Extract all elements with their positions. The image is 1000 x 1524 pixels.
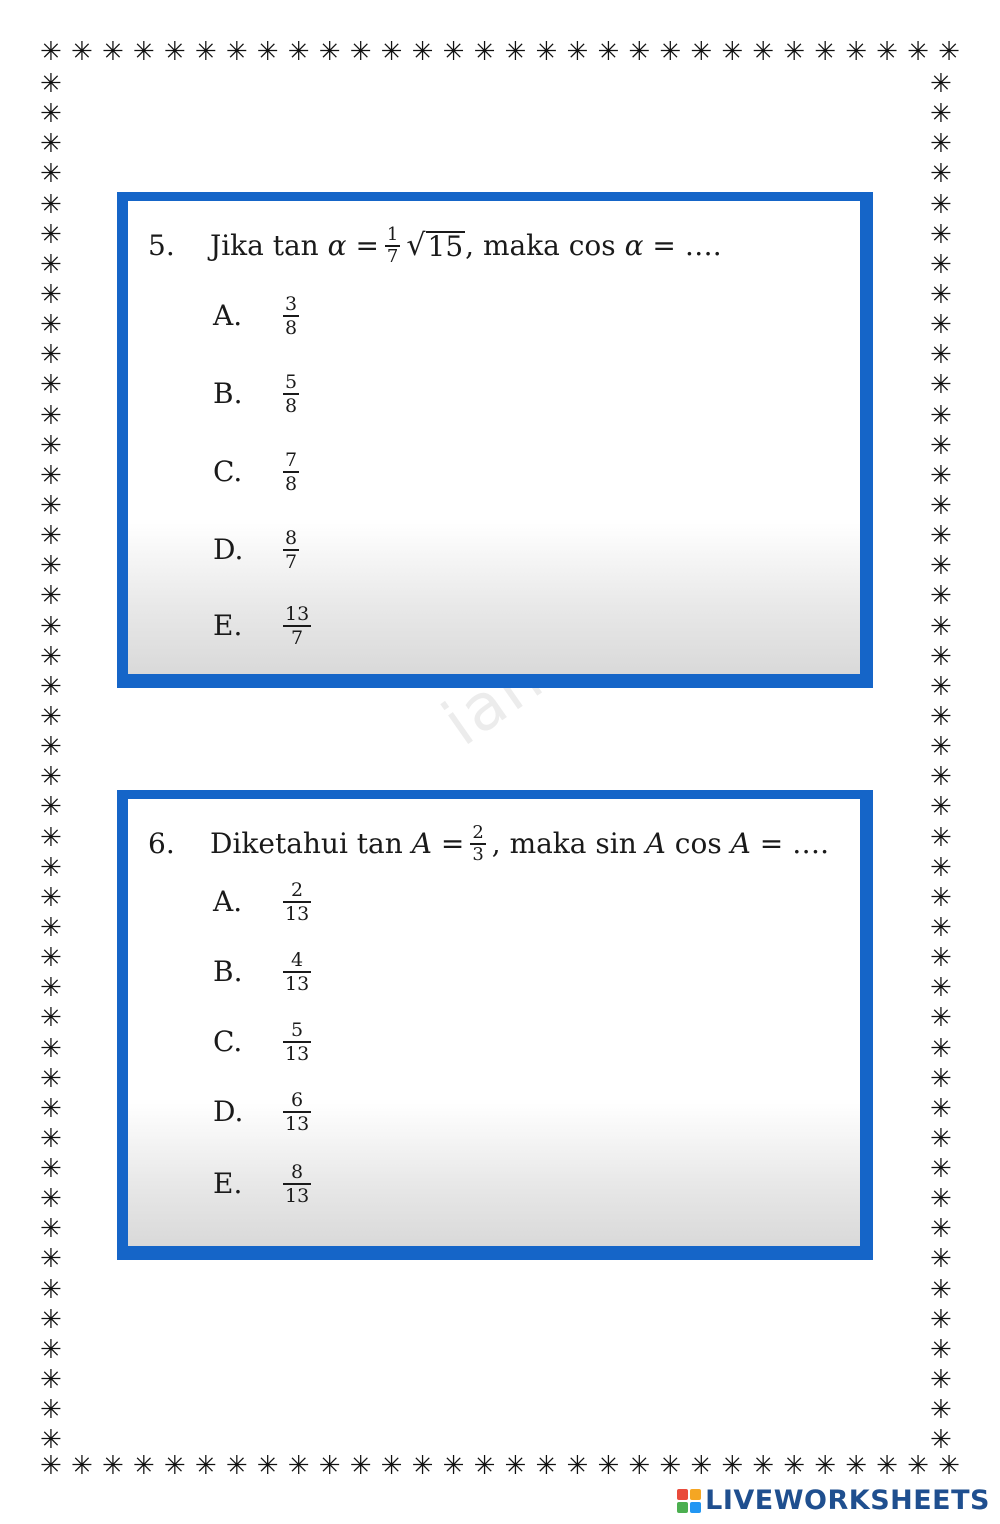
- option-label: E.: [213, 1167, 243, 1201]
- math-variable: A: [730, 827, 751, 861]
- option-label: C.: [213, 455, 243, 489]
- answer-option[interactable]: [213, 527, 305, 573]
- star-icon: ✳: [40, 159, 62, 190]
- star-icon: ✳: [256, 37, 279, 67]
- star-icon: ✳: [40, 1033, 62, 1064]
- star-icon: ✳: [411, 1451, 434, 1481]
- star-icon: ✳: [40, 430, 62, 461]
- question-mid: , maka sin: [491, 827, 637, 861]
- star-icon: ✳: [40, 219, 62, 250]
- star-icon: ✳: [930, 1304, 952, 1335]
- star-icon: ✳: [930, 551, 952, 582]
- option-label: B.: [213, 955, 243, 989]
- star-icon: ✳: [628, 37, 651, 67]
- star-icon: ✳: [40, 943, 62, 974]
- star-icon: ✳: [101, 37, 124, 67]
- star-icon: ✳: [721, 37, 744, 67]
- math-variable: α: [624, 229, 644, 263]
- star-icon: ✳: [40, 641, 62, 672]
- option-fraction: [283, 603, 311, 649]
- star-icon: ✳: [930, 1425, 952, 1456]
- star-icon: ✳: [225, 37, 248, 67]
- star-icon: ✳: [930, 279, 952, 310]
- star-icon: ✳: [938, 1451, 960, 1481]
- option-label: D.: [213, 1095, 244, 1129]
- star-icon: ✳: [690, 37, 713, 67]
- star-icon: ✳: [535, 1451, 558, 1481]
- star-icon: ✳: [930, 792, 952, 823]
- star-icon: ✳: [930, 973, 952, 1004]
- numerator: 6: [291, 1089, 304, 1111]
- math-variable: A: [411, 827, 432, 861]
- star-icon: ✳: [814, 1451, 837, 1481]
- math-variable: A: [645, 827, 666, 861]
- liveworksheets-icon: [677, 1489, 701, 1513]
- star-icon: ✳: [930, 762, 952, 793]
- star-icon: ✳: [930, 1395, 952, 1426]
- option-fraction: [283, 1089, 311, 1135]
- star-icon: ✳: [628, 1451, 651, 1481]
- star-icon: ✳: [40, 822, 62, 853]
- star-icon: ✳: [40, 1425, 62, 1456]
- numerator: 13: [285, 603, 310, 625]
- question-mid: , maka cos: [465, 229, 616, 263]
- star-icon: ✳: [194, 1451, 217, 1481]
- star-icon: ✳: [225, 1451, 248, 1481]
- star-icon: ✳: [163, 1451, 186, 1481]
- option-label: C.: [213, 1025, 243, 1059]
- math-variable: α: [327, 229, 347, 263]
- numerator: 3: [285, 293, 298, 315]
- star-icon: ✳: [40, 37, 62, 67]
- star-icon: ✳: [411, 37, 434, 67]
- star-icon: ✳: [845, 1451, 867, 1481]
- star-icon: ✳: [930, 159, 952, 190]
- star-icon: ✳: [70, 1451, 93, 1481]
- star-icon: ✳: [930, 581, 952, 612]
- star-icon: ✳: [930, 99, 952, 130]
- star-icon: ✳: [659, 37, 682, 67]
- star-icon: ✳: [930, 69, 952, 99]
- star-icon: ✳: [930, 1365, 952, 1396]
- star-icon: ✳: [930, 490, 952, 521]
- star-icon: ✳: [930, 1154, 952, 1185]
- star-icon: ✳: [194, 37, 217, 67]
- square-root: [406, 227, 465, 263]
- denominator: 3: [472, 843, 484, 865]
- star-icon: ✳: [40, 611, 62, 642]
- star-icon: ✳: [930, 1184, 952, 1215]
- star-icon: ✳: [504, 37, 527, 67]
- logo-square: [677, 1489, 688, 1500]
- equals-sign: =: [440, 827, 465, 861]
- numerator: 8: [285, 527, 298, 549]
- brand-logo[interactable]: [677, 1485, 990, 1516]
- star-icon: ✳: [930, 1274, 952, 1305]
- question-5-text: [148, 225, 722, 267]
- denominator: 13: [285, 1112, 310, 1135]
- star-icon: ✳: [40, 1365, 62, 1396]
- star-icon: ✳: [930, 249, 952, 280]
- star-icon: ✳: [721, 1451, 744, 1481]
- star-icon: ✳: [40, 1244, 62, 1275]
- star-icon: ✳: [930, 1033, 952, 1064]
- star-icon: ✳: [163, 37, 186, 67]
- star-icon: ✳: [40, 1184, 62, 1215]
- star-icon: ✳: [40, 189, 62, 220]
- star-icon: ✳: [930, 611, 952, 642]
- star-icon: ✳: [40, 129, 62, 160]
- star-icon: ✳: [40, 400, 62, 431]
- star-icon: ✳: [566, 1451, 589, 1481]
- star-icon: ✳: [40, 1003, 62, 1034]
- star-icon: ✳: [40, 279, 62, 310]
- star-icon: ✳: [930, 430, 952, 461]
- star-icon: ✳: [40, 762, 62, 793]
- star-icon: ✳: [783, 1451, 806, 1481]
- option-fraction: [283, 879, 311, 925]
- star-icon: ✳: [504, 1451, 527, 1481]
- star-icon: ✳: [930, 1003, 952, 1034]
- star-icon: ✳: [349, 37, 372, 67]
- denominator: 7: [285, 550, 298, 573]
- star-icon: ✳: [442, 1451, 465, 1481]
- star-icon: ✳: [40, 581, 62, 612]
- denominator: 13: [285, 972, 310, 995]
- option-fraction: [283, 293, 299, 339]
- option-fraction: [283, 449, 299, 495]
- answer-option[interactable]: [213, 293, 305, 339]
- star-icon: ✳: [40, 551, 62, 582]
- star-icon: ✳: [930, 219, 952, 250]
- denominator: 7: [291, 626, 304, 649]
- star-icon: ✳: [690, 1451, 713, 1481]
- fraction: [385, 225, 400, 267]
- denominator: 13: [285, 1184, 310, 1207]
- star-icon: ✳: [70, 37, 93, 67]
- star-icon: ✳: [40, 1123, 62, 1154]
- numerator: 4: [291, 949, 304, 971]
- answer-option[interactable]: [213, 949, 317, 995]
- option-label: B.: [213, 377, 243, 411]
- star-icon: ✳: [535, 37, 558, 67]
- star-icon: ✳: [40, 310, 62, 341]
- star-icon: ✳: [287, 37, 310, 67]
- star-icon: ✳: [473, 37, 496, 67]
- denominator: 7: [386, 245, 399, 267]
- denominator: 13: [285, 902, 310, 925]
- star-icon: ✳: [40, 521, 62, 552]
- answer-option[interactable]: [213, 1089, 317, 1135]
- answer-option[interactable]: [213, 449, 305, 495]
- question-number: 6.: [148, 827, 175, 861]
- star-icon: ✳: [930, 641, 952, 672]
- star-icon: ✳: [930, 732, 952, 763]
- star-icon: ✳: [814, 37, 837, 67]
- star-icon: ✳: [930, 1244, 952, 1275]
- question-6-text: [148, 823, 829, 865]
- radical-sign: √: [406, 227, 426, 263]
- star-icon: ✳: [318, 1451, 341, 1481]
- numerator: 2: [472, 822, 484, 843]
- option-fraction: [283, 1019, 311, 1065]
- star-icon: ✳: [566, 37, 589, 67]
- star-icon: ✳: [40, 701, 62, 732]
- star-icon: ✳: [349, 1451, 372, 1481]
- logo-square: [690, 1489, 701, 1500]
- numerator: 8: [291, 1161, 304, 1183]
- star-icon: ✳: [40, 340, 62, 371]
- star-icon: ✳: [930, 521, 952, 552]
- border-left: [40, 70, 62, 1455]
- star-icon: ✳: [40, 460, 62, 491]
- option-label: A.: [213, 885, 243, 919]
- star-icon: ✳: [40, 1063, 62, 1094]
- star-icon: ✳: [40, 249, 62, 280]
- answer-option[interactable]: [213, 371, 305, 417]
- star-icon: ✳: [876, 37, 898, 67]
- star-icon: ✳: [40, 1214, 62, 1245]
- star-icon: ✳: [930, 882, 952, 913]
- star-icon: ✳: [380, 37, 403, 67]
- numerator: 5: [285, 371, 298, 393]
- star-icon: ✳: [597, 1451, 620, 1481]
- border-bottom: [40, 1452, 960, 1480]
- star-icon: ✳: [930, 943, 952, 974]
- star-icon: ✳: [380, 1451, 403, 1481]
- question-tail: = ….: [652, 229, 722, 263]
- star-icon: ✳: [132, 37, 155, 67]
- star-icon: ✳: [907, 37, 929, 67]
- star-icon: ✳: [752, 1451, 775, 1481]
- star-icon: ✳: [930, 852, 952, 883]
- option-label: D.: [213, 533, 244, 567]
- border-top: [40, 38, 960, 66]
- star-icon: ✳: [442, 37, 465, 67]
- answer-option[interactable]: [213, 1019, 317, 1065]
- star-icon: ✳: [473, 1451, 496, 1481]
- star-icon: ✳: [930, 912, 952, 943]
- star-icon: ✳: [132, 1451, 155, 1481]
- star-icon: ✳: [256, 1451, 279, 1481]
- star-icon: ✳: [318, 37, 341, 67]
- star-icon: ✳: [101, 1451, 124, 1481]
- denominator: 8: [285, 316, 298, 339]
- star-icon: ✳: [597, 37, 620, 67]
- brand-text: LIVEWORKSHEETS: [705, 1485, 990, 1516]
- star-icon: ✳: [40, 973, 62, 1004]
- star-icon: ✳: [40, 1451, 62, 1481]
- star-icon: ✳: [40, 99, 62, 130]
- star-icon: ✳: [40, 1154, 62, 1185]
- star-icon: ✳: [930, 310, 952, 341]
- option-fraction: [283, 1161, 311, 1207]
- star-icon: ✳: [40, 1274, 62, 1305]
- denominator: 8: [285, 394, 298, 417]
- star-icon: ✳: [845, 37, 867, 67]
- star-icon: ✳: [930, 1214, 952, 1245]
- star-icon: ✳: [938, 37, 960, 67]
- numerator: 5: [291, 1019, 304, 1041]
- answer-option[interactable]: [213, 1161, 317, 1207]
- question-mid2: cos: [674, 827, 722, 861]
- star-icon: ✳: [40, 1304, 62, 1335]
- numerator: 2: [291, 879, 304, 901]
- star-icon: ✳: [930, 1334, 952, 1365]
- question-prefix: Diketahui tan: [210, 827, 403, 861]
- star-icon: ✳: [930, 822, 952, 853]
- question-prefix: Jika tan: [210, 229, 319, 263]
- star-icon: ✳: [783, 37, 806, 67]
- star-icon: ✳: [930, 189, 952, 220]
- star-icon: ✳: [659, 1451, 682, 1481]
- star-icon: ✳: [930, 370, 952, 401]
- star-icon: ✳: [40, 1334, 62, 1365]
- star-icon: ✳: [930, 701, 952, 732]
- equals-sign: =: [355, 229, 379, 263]
- radicand: 15: [427, 229, 464, 263]
- logo-square: [677, 1502, 688, 1513]
- star-icon: ✳: [752, 37, 775, 67]
- answer-option[interactable]: [213, 603, 317, 649]
- star-icon: ✳: [40, 912, 62, 943]
- star-icon: ✳: [930, 129, 952, 160]
- star-icon: ✳: [40, 882, 62, 913]
- question-tail: = ….: [759, 827, 830, 861]
- star-icon: ✳: [930, 400, 952, 431]
- star-icon: ✳: [930, 340, 952, 371]
- border-right: [930, 70, 952, 1455]
- star-icon: ✳: [876, 1451, 898, 1481]
- star-icon: ✳: [40, 69, 62, 99]
- star-icon: ✳: [40, 1093, 62, 1124]
- star-icon: ✳: [907, 1451, 929, 1481]
- denominator: 8: [285, 472, 298, 495]
- star-icon: ✳: [40, 792, 62, 823]
- star-icon: ✳: [930, 1093, 952, 1124]
- star-icon: ✳: [40, 671, 62, 702]
- answer-option[interactable]: [213, 879, 317, 925]
- fraction: [470, 823, 485, 865]
- option-label: A.: [213, 299, 243, 333]
- option-fraction: [283, 527, 299, 573]
- star-icon: ✳: [930, 1123, 952, 1154]
- logo-square: [690, 1502, 701, 1513]
- numerator: 7: [285, 449, 298, 471]
- star-icon: ✳: [930, 671, 952, 702]
- denominator: 13: [285, 1042, 310, 1065]
- question-card-6: [117, 790, 873, 1260]
- star-icon: ✳: [40, 852, 62, 883]
- star-icon: ✳: [40, 732, 62, 763]
- star-icon: ✳: [930, 460, 952, 491]
- star-icon: ✳: [40, 370, 62, 401]
- star-icon: ✳: [930, 1063, 952, 1094]
- star-icon: ✳: [287, 1451, 310, 1481]
- option-label: E.: [213, 609, 243, 643]
- option-fraction: [283, 949, 311, 995]
- numerator: 1: [386, 224, 399, 245]
- star-icon: ✳: [40, 1395, 62, 1426]
- option-fraction: [283, 371, 299, 417]
- question-card-5: [117, 192, 873, 688]
- question-number: 5.: [148, 229, 175, 263]
- star-icon: ✳: [40, 490, 62, 521]
